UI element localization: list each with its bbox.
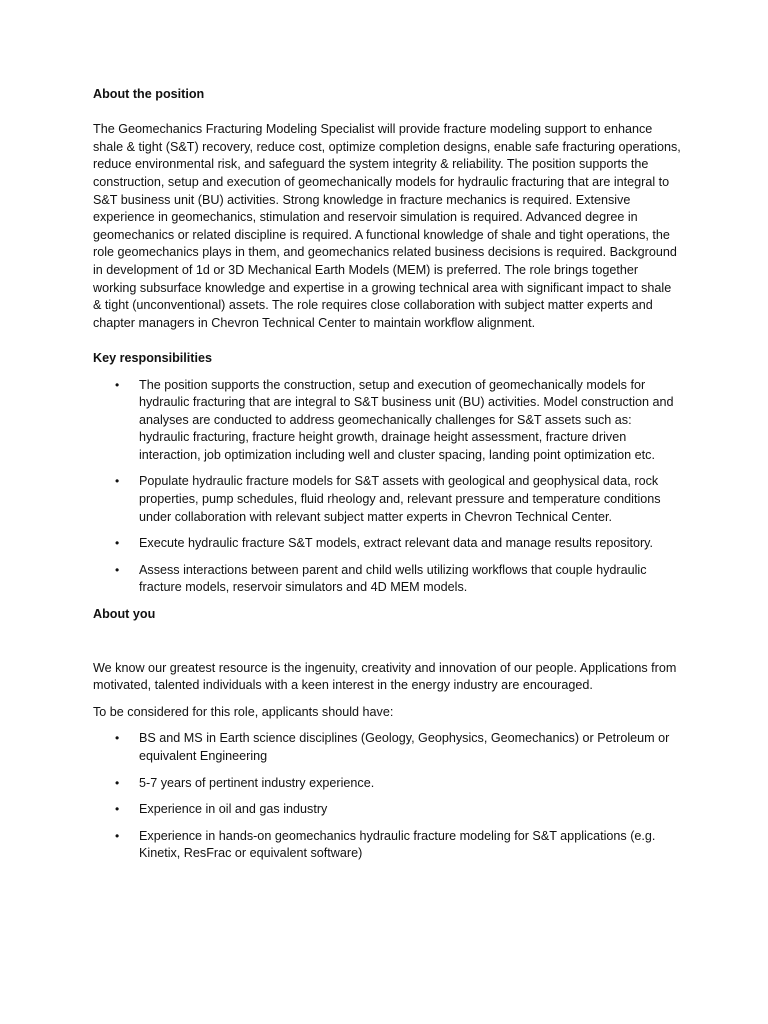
about-you-intro: We know our greatest resource is the ingenuity, creativity and innovation of our people. Applications from motivated, talented individuals with a keen interest in the energy industry are encouraged. bbox=[93, 660, 677, 693]
requirement-item: • BS and MS in Earth science disciplines (Geology, Geophysics, Geomechanics) or Petroleum or equivalent Engineering bbox=[93, 730, 683, 765]
responsibility-item: • Assess interactions between parent and child wells utilizing workflows that couple hydraulic fracture models, reservoir simulators and 4D MEM models. bbox=[93, 562, 683, 597]
requirements-list bbox=[93, 730, 683, 863]
requirement-item: • Experience in oil and gas industry bbox=[93, 801, 683, 819]
key-responsibilities-heading: Key responsibilities bbox=[93, 350, 212, 365]
requirements-lead: To be considered for this role, applicants should have: bbox=[93, 704, 394, 719]
responsibility-item: • Execute hydraulic fracture S&T models, extract relevant data and manage results repository. bbox=[93, 535, 683, 553]
requirement-item: • 5-7 years of pertinent industry experience. bbox=[93, 775, 683, 793]
responsibility-item: • Populate hydraulic fracture models for S&T assets with geological and geophysical data, rock properties, pump schedules, fluid rheology and, relevant pressure and temperature conditions under collaboration with relevant subject matter experts in Chevron Technical Center. bbox=[93, 473, 683, 526]
key-responsibilities-list bbox=[93, 377, 683, 598]
document-page bbox=[93, 86, 683, 863]
about-position-body: The Geomechanics Fracturing Modeling Specialist will provide fracture modeling support to enhance shale & tight (S&T) recovery, reduce cost, optimize completion designs, enable safe fracturing operations, reduce environmental risk, and safeguard the system integrity & reliability. The position supports the construction, setup and execution of geomechanically models for hydraulic fracturing that are integral to S&T business unit (BU) activities. Strong knowledge in fracture mechanics is required. Extensive experience in geomechanics, stimulation and reservoir simulation is required. Advanced degree in geomechanics or related discipline is required. A functional knowledge of shale and tight operations, the role geomechanics plays in them, and geomechanics related business decisions is required. Background in development of 1d or 3D Mechanical Earth Models (MEM) is preferred. The role brings together working subsurface knowledge and expertise in a growing technical area with significant impact to shale & tight (unconventional) assets. The role requires close collaboration with subject matter experts and chapter managers in Chevron Technical Center to maintain workflow alignment. bbox=[93, 122, 681, 330]
about-you-heading: About you bbox=[93, 607, 156, 622]
requirement-item: • Experience in hands-on geomechanics hydraulic fracture modeling for S&T applications (e.g. Kinetix, ResFrac or equivalent software) bbox=[93, 828, 683, 863]
about-position-heading: About the position bbox=[93, 87, 205, 101]
responsibility-item: • The position supports the construction, setup and execution of geomechanically models for hydraulic fracturing that are integral to S&T business unit (BU) activities. Model construction and analyses are conducted to address geomechanically challenges for S&T assets such as: hydraulic fracturing, fracture height growth, drainage height assessment, fracture driven interaction, job optimization including well and cluster spacing, landing point optimization etc. bbox=[93, 377, 683, 465]
